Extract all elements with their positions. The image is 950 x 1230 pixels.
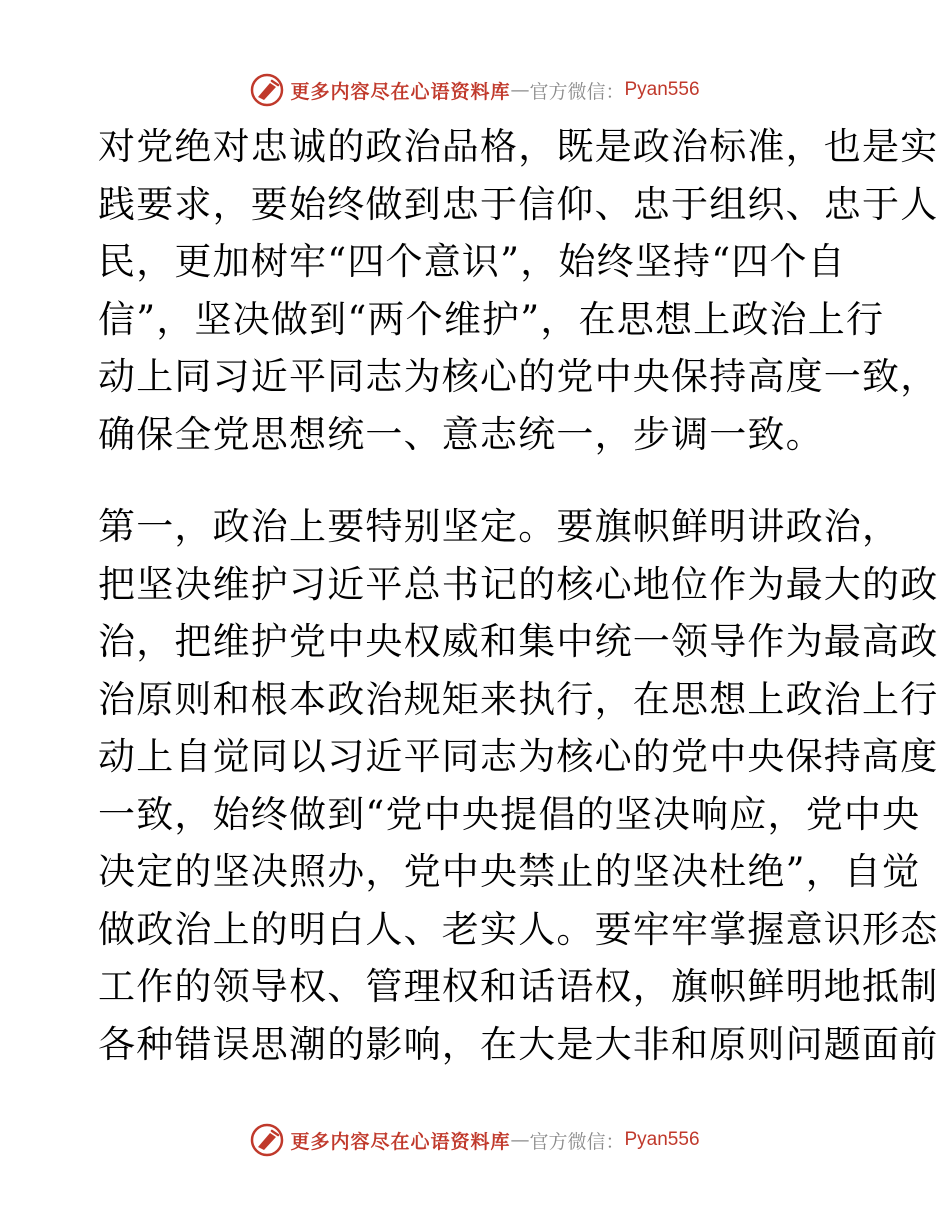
paragraph-2 (98, 498, 939, 1073)
header-library-text: 更多内容尽在心语资料库 (290, 80, 511, 103)
text-line: 各种错误思潮的影响，在大是大非和原则问题面前 (98, 1022, 939, 1066)
footer-banner (0, 1120, 950, 1160)
text-line: 治，把维护党中央权威和集中统一领导作为最高政 (98, 620, 939, 663)
header-banner (0, 70, 950, 110)
text-line: 第一，政治上要特别坚定。要旗帜鲜明讲政治， (98, 505, 901, 548)
text-line: 信”，坚决做到“两个维护”，在思想上政治上行 (98, 297, 885, 341)
brand-logo-icon (250, 73, 284, 107)
header-separator: — (510, 79, 530, 101)
text-line: 把坚决维护习近平总书记的核心地位作为最大的政 (98, 562, 939, 606)
text-line: 践要求，要始终做到忠于信仰、忠于组织、忠于人 (98, 182, 939, 226)
document-body (98, 118, 939, 1073)
footer-wechat-id: Pyan556 (624, 1129, 700, 1150)
footer-wechat-label: 官方微信： (529, 1130, 625, 1153)
footer-library-text: 更多内容尽在心语资料库 (290, 1130, 511, 1153)
text-line: 民，更加树牢“四个意识”，始终坚持“四个自 (98, 240, 846, 283)
text-line: 工作的领导权、管理权和话语权，旗帜鲜明地抵制 (98, 965, 939, 1008)
text-line: 做政治上的明白人、老实人。要牢牢掌握意识形态 (98, 907, 939, 951)
text-line: 对党绝对忠诚的政治品格，既是政治标准，也是实 (98, 125, 939, 168)
brand-logo-icon (250, 1123, 284, 1157)
text-line: 决定的坚决照办，党中央禁止的坚决杜绝”，自觉 (98, 850, 921, 893)
text-line: 动上同习近平同志为核心的党中央保持高度一致， (98, 355, 939, 398)
text-line: 动上自觉同以习近平同志为核心的党中央保持高度 (98, 735, 939, 778)
text-line: 治原则和根本政治规矩来执行，在思想上政治上行 (98, 677, 939, 721)
text-line: 确保全党思想统一、意志统一，步调一致。 (98, 412, 824, 456)
header-wechat-label: 官方微信： (529, 80, 625, 103)
text-line: 一致，始终做到“党中央提倡的坚决响应，党中央 (98, 792, 921, 836)
paragraph-1 (98, 118, 939, 463)
footer-separator: — (510, 1129, 530, 1151)
header-wechat-id: Pyan556 (624, 79, 700, 100)
